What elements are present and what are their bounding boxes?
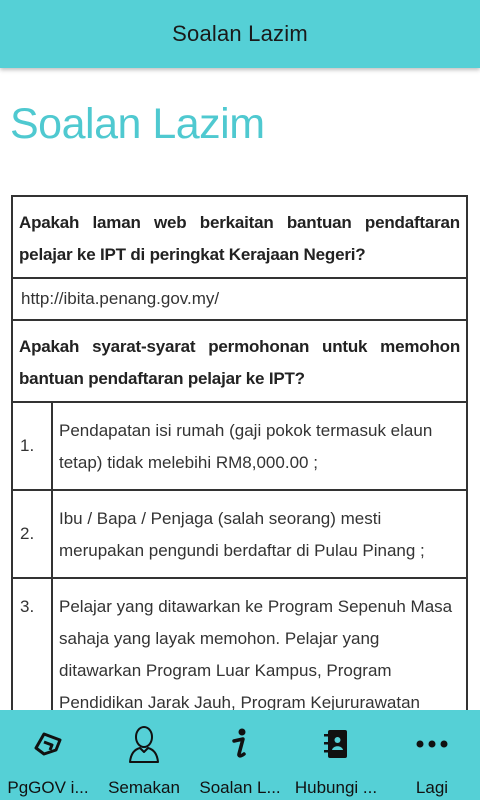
nav-item-hubungi[interactable] [288,710,384,800]
item-number: 3. [12,578,52,710]
table-row [12,578,467,710]
item-number: 1. [12,402,52,490]
item-text: Ibu / Bapa / Penjaga (salah seorang) mesti merupakan pengundi berdaftar di Pulau Pinang ; [52,490,467,578]
faq-table [11,195,468,710]
item-number: 2. [12,490,52,578]
nav-item-semakan[interactable] [96,710,192,800]
pggov-icon [28,724,68,764]
info-icon [220,724,260,764]
table-row [12,402,467,490]
faq-answer-link[interactable]: http://ibita.penang.gov.my/ [12,278,467,320]
nav-label: Semakan [108,778,180,797]
bottom-navigation [0,710,480,800]
nav-label: PgGOV i... [7,778,89,797]
nav-item-soalan-lazim[interactable] [192,710,288,800]
top-app-bar [0,0,480,68]
nav-label: Lagi [415,778,449,797]
contact-book-icon [316,724,356,764]
page-title: Soalan Lazim [10,100,265,148]
item-text: Pendapatan isi rumah (gaji pokok termasuk elaun tetap) tidak melebihi RM8,000.00 ; [52,402,467,490]
more-icon [412,724,452,764]
faq-question-row [12,320,467,402]
faq-question-1: Apakah laman web berkaitan bantuan pendaftaran pelajar ke IPT di peringkat Kerajaan Negeri? [12,196,467,278]
table-row [12,490,467,578]
faq-answer-row [12,278,467,320]
faq-question-2: Apakah syarat-syarat permohonan untuk memohon bantuan pendaftaran pelajar ke IPT? [12,320,467,402]
app-bar-title: Soalan Lazim [172,21,308,46]
nav-item-lagi[interactable] [384,710,480,800]
nav-label: Soalan L... [199,778,281,797]
person-icon [124,724,164,764]
nav-label: Hubungi ... [294,778,378,797]
content-scroll-area[interactable] [0,68,480,710]
nav-item-pggov[interactable] [0,710,96,800]
item-text: Pelajar yang ditawarkan ke Program Sepenuh Masa sahaja yang layak memohon. Pelajar yang ditawarkan Program Luar Kampus, Program Pendidikan Jarak Jauh, Program Kejururawatan [52,578,467,710]
faq-question-row [12,196,467,278]
